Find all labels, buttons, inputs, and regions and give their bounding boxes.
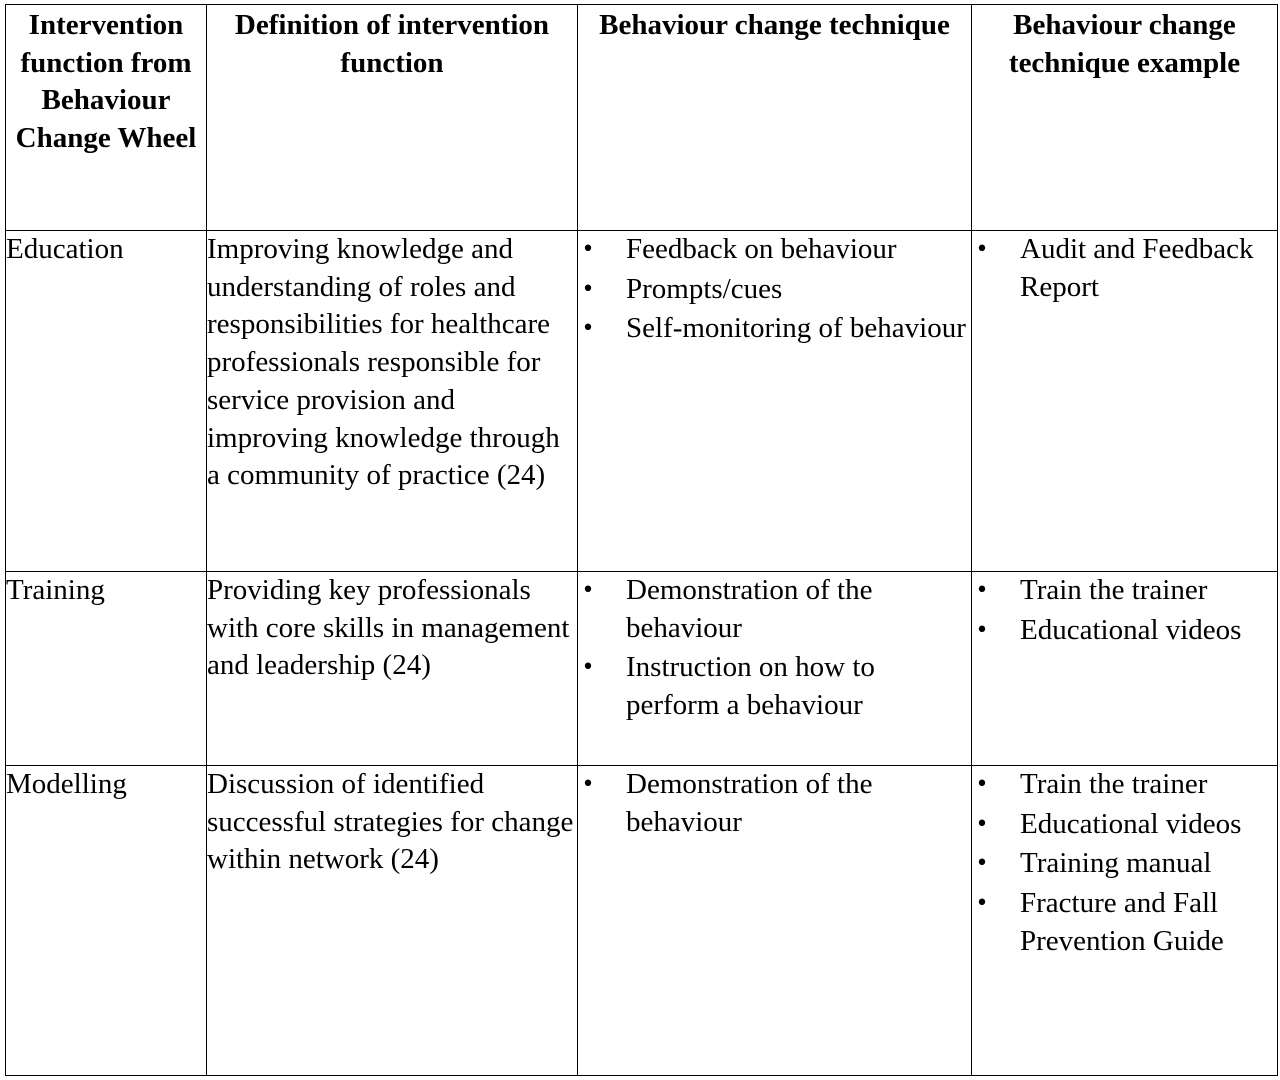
list-item xyxy=(578,572,971,647)
example-list xyxy=(972,231,1277,306)
example-text: Train the trainer xyxy=(1020,574,1208,606)
list-item xyxy=(972,572,1277,610)
bullet-icon: • xyxy=(581,578,595,603)
bullet-icon: • xyxy=(581,237,595,262)
example-text: Train the trainer xyxy=(1020,768,1208,800)
example-text: Educational videos xyxy=(1020,807,1242,840)
list-item xyxy=(972,231,1277,306)
example-list xyxy=(972,572,1277,649)
example-text: Educational videos xyxy=(1020,613,1242,646)
cell-examples xyxy=(972,766,1278,1076)
bullet-icon: • xyxy=(975,811,989,837)
technique-text: Prompts/cues xyxy=(626,272,783,305)
bullet-icon: • xyxy=(975,617,989,643)
cell-examples xyxy=(972,572,1278,766)
cell-function: Training xyxy=(6,572,207,766)
list-item xyxy=(578,271,971,309)
list-item xyxy=(578,310,971,348)
technique-list xyxy=(578,766,971,841)
bullet-icon: • xyxy=(975,578,989,603)
cell-function: Modelling xyxy=(6,766,207,1076)
cell-techniques xyxy=(578,766,972,1076)
technique-text: Self-monitoring of behaviour xyxy=(626,312,966,345)
cell-definition: Improving knowledge and understanding of roles and responsibilities for healthcare professionals responsible for service provision and improving knowledge through a community of practice (24) xyxy=(207,231,578,572)
bullet-icon: • xyxy=(975,237,989,262)
cell-definition: Providing key professionals with core skills in management and leadership (24) xyxy=(207,572,578,766)
cell-techniques xyxy=(578,572,972,766)
table-header-row xyxy=(6,5,1278,231)
bullet-icon: • xyxy=(581,276,595,302)
list-item xyxy=(972,612,1277,650)
header-intervention-function: Intervention function from Behaviour Change Wheel xyxy=(6,5,207,231)
list-item xyxy=(972,806,1277,844)
table-row xyxy=(6,766,1278,1076)
cell-examples xyxy=(972,231,1278,572)
example-text: Fracture and Fall Prevention Guide xyxy=(1020,887,1224,957)
technique-text: Feedback on behaviour xyxy=(626,233,897,265)
bullet-icon: • xyxy=(975,891,989,917)
bullet-icon: • xyxy=(975,772,989,797)
intervention-table xyxy=(5,4,1278,1076)
cell-techniques xyxy=(578,231,972,572)
bullet-icon: • xyxy=(975,851,989,877)
table-row xyxy=(6,572,1278,766)
header-technique-example: Behaviour change technique example xyxy=(972,5,1278,231)
technique-list xyxy=(578,572,971,725)
technique-text: Demonstration of the behaviour xyxy=(626,574,873,644)
technique-list xyxy=(578,231,971,348)
technique-text: Demonstration of the behaviour xyxy=(626,768,873,838)
header-definition: Definition of intervention function xyxy=(207,5,578,231)
bullet-icon: • xyxy=(581,316,595,342)
technique-text: Instruction on how to perform a behaviour xyxy=(626,651,875,722)
list-item xyxy=(972,766,1277,804)
list-item xyxy=(972,885,1277,960)
example-list xyxy=(972,766,1277,961)
example-text: Audit and Feedback Report xyxy=(1020,233,1254,303)
table-row xyxy=(6,231,1278,572)
list-item xyxy=(578,649,971,724)
header-technique: Behaviour change technique xyxy=(578,5,972,231)
list-item xyxy=(578,231,971,269)
cell-function: Education xyxy=(6,231,207,572)
list-item xyxy=(972,845,1277,883)
bullet-icon: • xyxy=(581,655,595,681)
bullet-icon: • xyxy=(581,772,595,797)
example-text: Training manual xyxy=(1020,847,1212,880)
cell-definition: Discussion of identified successful strategies for change within network (24) xyxy=(207,766,578,1076)
list-item xyxy=(578,766,971,841)
